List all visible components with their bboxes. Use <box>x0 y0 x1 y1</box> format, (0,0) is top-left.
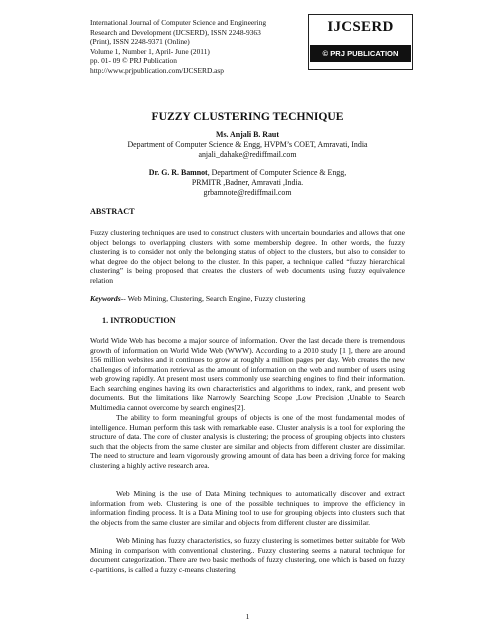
page-number: 1 <box>245 612 250 621</box>
author-email: grbamnote@rediffmail.com <box>203 188 292 197</box>
author-affiliation: Department of Computer Science & Engg, HVPM’s COET, Amravati, India <box>127 140 368 149</box>
logo-publisher-band: © PRJ PUBLICATION <box>310 45 411 62</box>
author-affiliation-line2: PRMITR ,Badner, Amravati ,India. <box>191 178 304 187</box>
section-heading-introduction: 1. INTRODUCTION <box>102 316 176 325</box>
abstract-text: Fuzzy clustering techniques are used to construct clusters with uncertain boundaries and allows that one object belongs to overlapping clusters with some membership degree. In other words, the fuzzy clustering is to consider not only the belonging status of object to the clusters, but also to consider to what degree do the object belong to the cluster. In this paper, a technique called “fuzzy hierarchical clustering” is being proposed that creates the clusters of web documents using fuzzy equivalence relation <box>90 228 405 285</box>
author-affiliation: , Department of Computer Science & Engg, <box>207 168 347 177</box>
body-paragraph: Web Mining has fuzzy characteristics, so fuzzy clustering is sometimes better suitable for Web Mining in comparison with conventional clustering.. Fuzzy clustering seems a natural technique for document categorization. There are two basic methods of fuzzy clustering, one which is based on fuzzy c-partitions, is called a fuzzy c-means clustering <box>90 536 405 574</box>
journal-url: http://www.prjpublication.com/IJCSERD.asp <box>90 65 224 75</box>
body-paragraph: Web Mining is the use of Data Mining techniques to automatically discover and extract information from web. Clustering is one of the possible techniques to improve the efficiency in information finding process. It is a Data Mining tool to use for grouping objects into clusters such that the objects from the same cluster are similar and objects from different cluster are dissimilar. <box>90 489 405 527</box>
journal-citation-block <box>90 18 315 76</box>
body-paragraph: World Wide Web has become a major source of information. Over the last decade there is tremendous growth of information on World Wide Web (WWW). According to a 2010 study [1 ], there are around 156 million websites and it continues to grow at roughly a million pages per day. Web creates the new challenges of information retrieval as the amount of information on the web and number of users using web growing rapidly. At present most users commonly use searching engines to find their information. Each searching engines having its own characteristics and algorithms to index, rank, and present web documents. But the limitations like Narrowly Searching Scope ,Low Precision ,Unable to Search Multimedia cannot overcome by search engines[2]. <box>90 336 405 412</box>
body-paragraph: The ability to form meaningful groups of objects is one of the most fundamental modes of intelligence. Human perform this task with remarkable ease. Cluster analysis is a tool for exploring the structure of data. The core of cluster analysis is clustering; the process of grouping objects into clusters such that the objects from the same cluster are similar and objects from different cluster are dissimilar. The need to structure and learn vigorously growing amount of data has been a driving force for making clustering a highly active research area. <box>90 413 405 470</box>
paper-title: FUZZY CLUSTERING TECHNIQUE <box>151 110 344 123</box>
abstract-heading: ABSTRACT <box>90 207 135 216</box>
journal-line: International Journal of Computer Science and Engineering <box>90 18 267 27</box>
author-name: Dr. G. R. Bamnot <box>148 168 208 177</box>
author-block-1 <box>60 130 435 160</box>
journal-logo <box>308 14 413 70</box>
journal-line: Research and Development (IJCSERD), ISSN 2248-9363 <box>90 27 261 37</box>
keywords-text: -- Web Mining, Clustering, Search Engine, Fuzzy clustering <box>120 294 306 303</box>
author-email: anjali_dahake@rediffmail.com <box>198 150 297 159</box>
author-block-2 <box>60 168 435 198</box>
journal-line: pp. 01- 09 © PRJ Publication <box>90 56 177 66</box>
journal-line: Volume 1, Number 1, April- June (2011) <box>90 46 210 56</box>
keywords-label: Keywords <box>90 294 121 303</box>
author-name: Ms. Anjali B. Raut <box>216 130 279 139</box>
author-name-line <box>60 168 435 178</box>
journal-line: (Print), ISSN 2248-9371 (Online) <box>90 37 190 47</box>
logo-title: IJCSERD <box>327 19 394 35</box>
keywords-line <box>90 294 410 303</box>
